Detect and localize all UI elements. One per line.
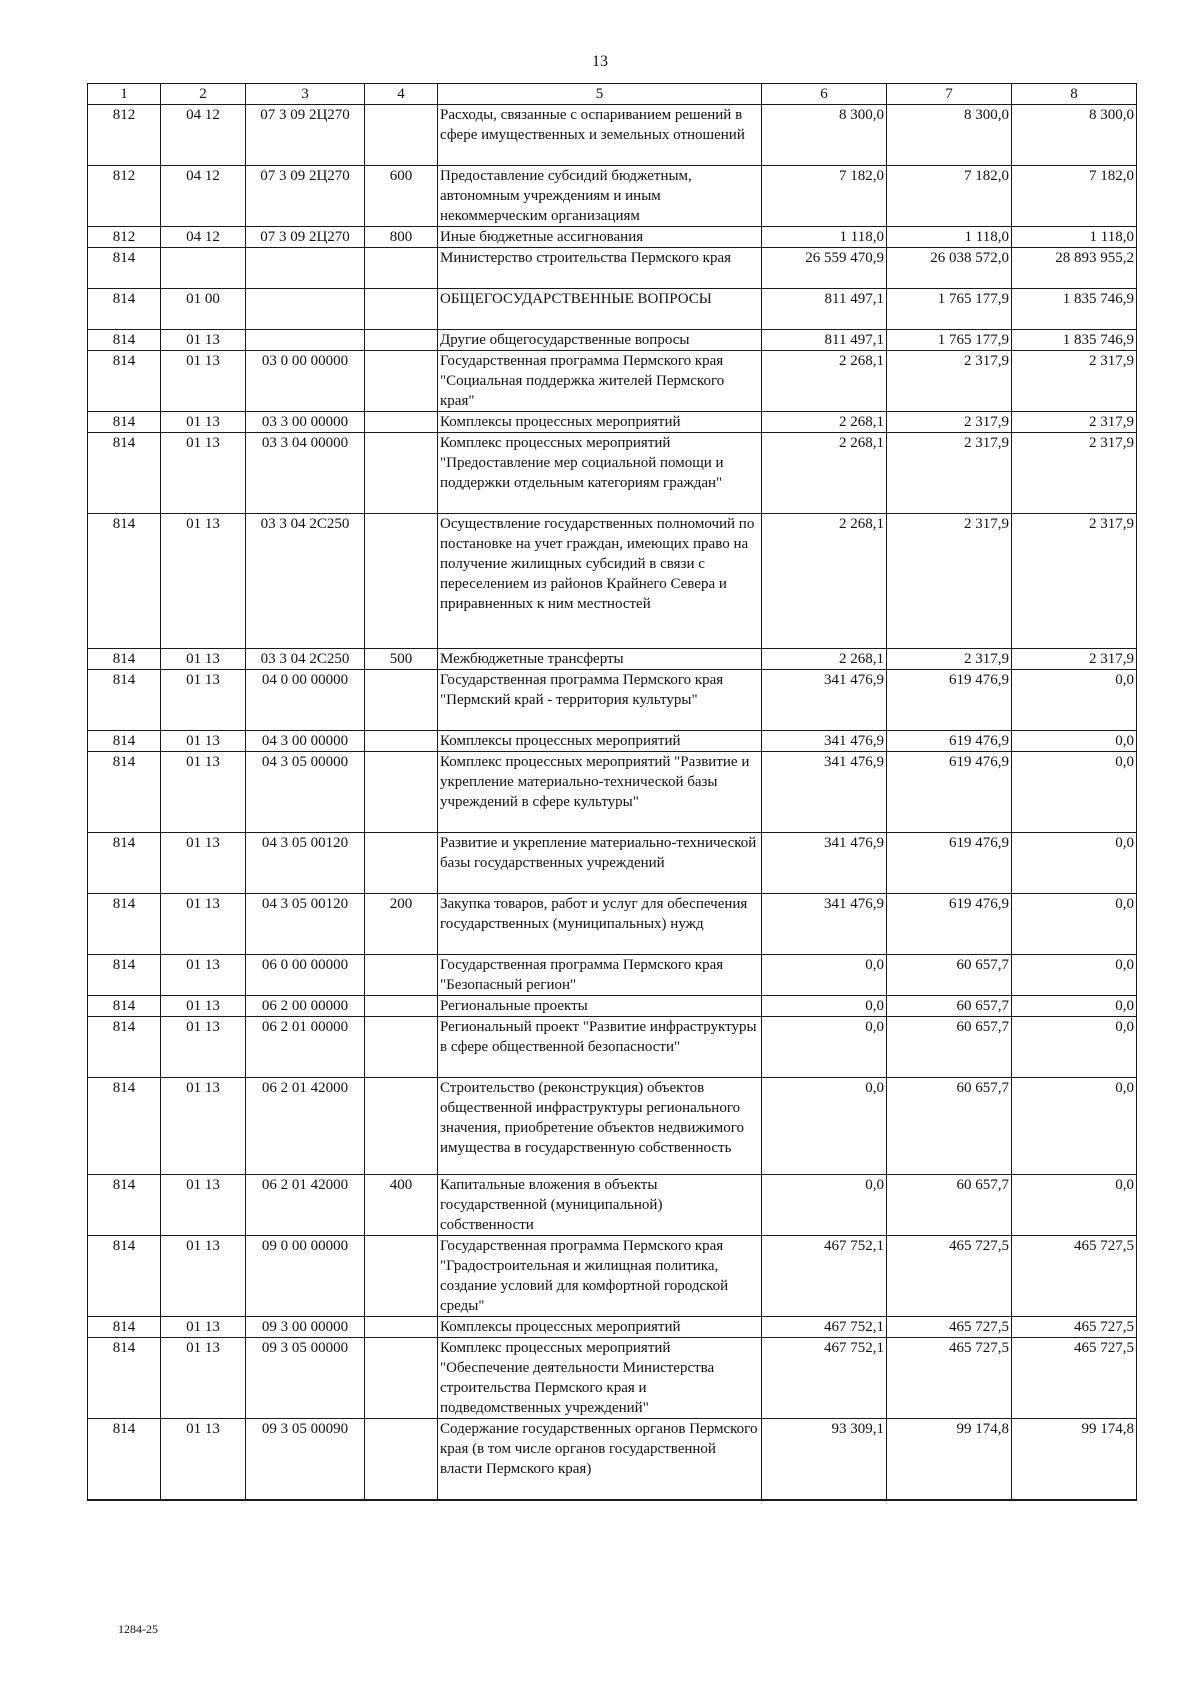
cell-amount-year-2: 465 727,5 [887,1338,1012,1419]
cell-amount-year-3: 0,0 [1012,996,1137,1017]
document-code: 1284-25 [118,1622,158,1636]
cell-amount-year-1: 811 497,1 [762,330,887,351]
cell-admin-code: 814 [88,894,161,955]
page-number: 13 [592,53,608,70]
cell-section-code: 01 00 [161,289,246,330]
table-row [88,955,1137,996]
cell-amount-year-1: 467 752,1 [762,1236,887,1317]
cell-amount-year-1: 341 476,9 [762,894,887,955]
cell-amount-year-3: 1 835 746,9 [1012,289,1137,330]
cell-amount-year-2: 7 182,0 [887,166,1012,227]
cell-amount-year-3: 2 317,9 [1012,514,1137,649]
cell-amount-year-2: 2 317,9 [887,351,1012,412]
cell-section-code: 01 13 [161,514,246,649]
cell-amount-year-1: 0,0 [762,1078,887,1175]
cell-target-code [246,248,365,289]
cell-section-code: 04 12 [161,227,246,248]
table-row [88,1236,1137,1317]
header-col-1: 1 [88,84,161,105]
cell-description: Осуществление государственных полномочий по постановке на учет граждан, имеющих право на получение жилищных субсидий в связи с переселением из районов Крайнего Севера и приравненных к ним местностей [438,514,762,649]
cell-target-code: 03 3 00 00000 [246,412,365,433]
cell-amount-year-1: 8 300,0 [762,105,887,166]
cell-amount-year-3: 465 727,5 [1012,1236,1137,1317]
cell-target-code [246,330,365,351]
table-row [88,166,1137,227]
budget-table [87,83,1137,1501]
table-row [88,351,1137,412]
cell-section-code: 01 13 [161,1078,246,1175]
table-row [88,894,1137,955]
cell-amount-year-1: 93 309,1 [762,1419,887,1501]
cell-section-code: 01 13 [161,1017,246,1078]
cell-admin-code: 814 [88,514,161,649]
cell-target-code: 03 3 04 00000 [246,433,365,514]
cell-description: Содержание государственных органов Пермского края (в том числе органов государственной власти Пермского края) [438,1419,762,1501]
cell-expense-type [365,731,438,752]
cell-section-code: 01 13 [161,330,246,351]
cell-expense-type [365,330,438,351]
table-row [88,227,1137,248]
table-body [88,105,1137,1501]
cell-description: Комплексы процессных мероприятий [438,731,762,752]
cell-expense-type: 500 [365,649,438,670]
cell-amount-year-1: 341 476,9 [762,731,887,752]
cell-admin-code: 814 [88,248,161,289]
cell-admin-code: 812 [88,166,161,227]
cell-section-code: 04 12 [161,105,246,166]
cell-admin-code: 814 [88,1419,161,1501]
table-row [88,105,1137,166]
cell-admin-code: 814 [88,1017,161,1078]
table-row [88,1078,1137,1175]
cell-description: Комплекс процессных мероприятий "Обеспечение деятельности Министерства строительства Пермского края и подведомственных учреждений" [438,1338,762,1419]
cell-admin-code: 814 [88,1236,161,1317]
cell-amount-year-1: 811 497,1 [762,289,887,330]
cell-section-code: 04 12 [161,166,246,227]
cell-target-code: 09 3 05 00000 [246,1338,365,1419]
cell-admin-code: 814 [88,1175,161,1236]
cell-target-code: 06 2 01 42000 [246,1078,365,1175]
cell-description: Государственная программа Пермского края "Социальная поддержка жителей Пермского края" [438,351,762,412]
cell-expense-type [365,514,438,649]
header-col-5: 5 [438,84,762,105]
cell-description: Другие общегосударственные вопросы [438,330,762,351]
cell-expense-type [365,248,438,289]
cell-expense-type [365,1338,438,1419]
cell-amount-year-1: 341 476,9 [762,833,887,894]
cell-target-code: 04 3 05 00000 [246,752,365,833]
cell-amount-year-3: 465 727,5 [1012,1317,1137,1338]
cell-description: ОБЩЕГОСУДАРСТВЕННЫЕ ВОПРОСЫ [438,289,762,330]
cell-amount-year-1: 2 268,1 [762,412,887,433]
cell-expense-type: 800 [365,227,438,248]
cell-amount-year-3: 0,0 [1012,894,1137,955]
cell-section-code: 01 13 [161,670,246,731]
table-row [88,1419,1137,1501]
cell-description: Комплексы процессных мероприятий [438,1317,762,1338]
cell-expense-type: 600 [365,166,438,227]
cell-description: Развитие и укрепление материально-технической базы государственных учреждений [438,833,762,894]
cell-description: Межбюджетные трансферты [438,649,762,670]
cell-amount-year-3: 2 317,9 [1012,433,1137,514]
cell-expense-type [365,996,438,1017]
cell-admin-code: 814 [88,1317,161,1338]
cell-target-code: 03 3 04 2С250 [246,649,365,670]
table-row [88,1017,1137,1078]
cell-section-code: 01 13 [161,752,246,833]
cell-target-code: 06 0 00 00000 [246,955,365,996]
cell-amount-year-1: 0,0 [762,1017,887,1078]
cell-amount-year-2: 8 300,0 [887,105,1012,166]
cell-expense-type [365,752,438,833]
table-header [88,84,1137,105]
cell-admin-code: 814 [88,996,161,1017]
header-col-3: 3 [246,84,365,105]
cell-amount-year-1: 2 268,1 [762,433,887,514]
cell-description: Региональные проекты [438,996,762,1017]
cell-description: Комплекс процессных мероприятий "Развитие и укрепление материально-технической базы учреждений в сфере культуры" [438,752,762,833]
cell-target-code: 03 0 00 00000 [246,351,365,412]
cell-target-code: 04 3 00 00000 [246,731,365,752]
cell-target-code: 06 2 01 00000 [246,1017,365,1078]
cell-description: Государственная программа Пермского края "Безопасный регион" [438,955,762,996]
cell-target-code: 04 3 05 00120 [246,894,365,955]
header-col-4: 4 [365,84,438,105]
cell-admin-code: 814 [88,351,161,412]
cell-amount-year-3: 0,0 [1012,955,1137,996]
cell-amount-year-3: 0,0 [1012,731,1137,752]
cell-description: Комплексы процессных мероприятий [438,412,762,433]
cell-description: Государственная программа Пермского края "Пермский край - территория культуры" [438,670,762,731]
table-row [88,1175,1137,1236]
table-row [88,1317,1137,1338]
cell-section-code: 01 13 [161,1175,246,1236]
cell-section-code: 01 13 [161,433,246,514]
cell-section-code: 01 13 [161,1317,246,1338]
table-row [88,731,1137,752]
cell-section-code: 01 13 [161,351,246,412]
cell-section-code: 01 13 [161,996,246,1017]
cell-amount-year-1: 7 182,0 [762,166,887,227]
cell-expense-type [365,351,438,412]
cell-amount-year-3: 0,0 [1012,1175,1137,1236]
cell-expense-type [365,1419,438,1501]
cell-amount-year-3: 28 893 955,2 [1012,248,1137,289]
header-col-6: 6 [762,84,887,105]
table-row [88,833,1137,894]
cell-amount-year-3: 0,0 [1012,670,1137,731]
cell-amount-year-2: 1 765 177,9 [887,330,1012,351]
cell-description: Расходы, связанные с оспариванием решений в сфере имущественных и земельных отношений [438,105,762,166]
cell-amount-year-3: 2 317,9 [1012,412,1137,433]
cell-amount-year-3: 2 317,9 [1012,649,1137,670]
cell-admin-code: 814 [88,649,161,670]
cell-amount-year-1: 341 476,9 [762,670,887,731]
cell-description: Закупка товаров, работ и услуг для обеспечения государственных (муниципальных) нужд [438,894,762,955]
cell-amount-year-3: 8 300,0 [1012,105,1137,166]
cell-target-code: 07 3 09 2Ц270 [246,227,365,248]
cell-expense-type [365,105,438,166]
cell-description: Строительство (реконструкция) объектов общественной инфраструктуры регионального значения, приобретение объектов недвижимого имущества в государственную собственность [438,1078,762,1175]
cell-target-code: 03 3 04 2С250 [246,514,365,649]
table-row [88,1338,1137,1419]
cell-amount-year-2: 2 317,9 [887,412,1012,433]
cell-amount-year-2: 619 476,9 [887,752,1012,833]
cell-amount-year-3: 2 317,9 [1012,351,1137,412]
cell-amount-year-3: 0,0 [1012,1078,1137,1175]
table-row [88,649,1137,670]
cell-description: Иные бюджетные ассигнования [438,227,762,248]
header-col-8: 8 [1012,84,1137,105]
cell-amount-year-2: 465 727,5 [887,1236,1012,1317]
cell-admin-code: 814 [88,1338,161,1419]
cell-amount-year-2: 2 317,9 [887,649,1012,670]
cell-amount-year-3: 0,0 [1012,833,1137,894]
cell-amount-year-3: 99 174,8 [1012,1419,1137,1501]
cell-admin-code: 812 [88,227,161,248]
cell-target-code: 06 2 00 00000 [246,996,365,1017]
cell-amount-year-2: 99 174,8 [887,1419,1012,1501]
cell-expense-type [365,1317,438,1338]
table-row [88,670,1137,731]
cell-amount-year-3: 1 835 746,9 [1012,330,1137,351]
cell-amount-year-1: 1 118,0 [762,227,887,248]
cell-section-code: 01 13 [161,955,246,996]
cell-amount-year-2: 465 727,5 [887,1317,1012,1338]
cell-amount-year-1: 467 752,1 [762,1317,887,1338]
cell-section-code: 01 13 [161,731,246,752]
table-row [88,412,1137,433]
cell-target-code: 09 3 00 00000 [246,1317,365,1338]
header-col-7: 7 [887,84,1012,105]
cell-section-code: 01 13 [161,649,246,670]
cell-admin-code: 814 [88,833,161,894]
cell-target-code: 07 3 09 2Ц270 [246,105,365,166]
cell-expense-type [365,955,438,996]
cell-admin-code: 814 [88,412,161,433]
cell-amount-year-2: 60 657,7 [887,996,1012,1017]
cell-admin-code: 814 [88,955,161,996]
cell-expense-type: 200 [365,894,438,955]
cell-amount-year-1: 2 268,1 [762,649,887,670]
cell-amount-year-2: 619 476,9 [887,833,1012,894]
cell-amount-year-1: 0,0 [762,955,887,996]
cell-amount-year-1: 0,0 [762,1175,887,1236]
cell-description: Министерство строительства Пермского края [438,248,762,289]
cell-expense-type [365,412,438,433]
cell-admin-code: 812 [88,105,161,166]
cell-amount-year-2: 619 476,9 [887,670,1012,731]
cell-target-code: 04 0 00 00000 [246,670,365,731]
cell-section-code [161,248,246,289]
cell-expense-type [365,1236,438,1317]
cell-admin-code: 814 [88,433,161,514]
cell-target-code: 09 0 00 00000 [246,1236,365,1317]
table-row [88,433,1137,514]
cell-amount-year-2: 60 657,7 [887,955,1012,996]
cell-description: Государственная программа Пермского края "Градостроительная и жилищная политика, создание условий для комфортной городской среды" [438,1236,762,1317]
table-row [88,289,1137,330]
cell-amount-year-3: 7 182,0 [1012,166,1137,227]
cell-amount-year-2: 1 765 177,9 [887,289,1012,330]
cell-amount-year-1: 341 476,9 [762,752,887,833]
cell-amount-year-2: 60 657,7 [887,1175,1012,1236]
cell-amount-year-2: 2 317,9 [887,433,1012,514]
cell-expense-type [365,833,438,894]
cell-description: Региональный проект "Развитие инфраструктуры в сфере общественной безопасности" [438,1017,762,1078]
cell-description: Капитальные вложения в объекты государственной (муниципальной) собственности [438,1175,762,1236]
cell-amount-year-1: 0,0 [762,996,887,1017]
cell-expense-type [365,433,438,514]
cell-amount-year-1: 467 752,1 [762,1338,887,1419]
cell-amount-year-1: 26 559 470,9 [762,248,887,289]
cell-amount-year-2: 1 118,0 [887,227,1012,248]
cell-amount-year-1: 2 268,1 [762,514,887,649]
cell-expense-type [365,1078,438,1175]
cell-amount-year-2: 619 476,9 [887,731,1012,752]
cell-admin-code: 814 [88,731,161,752]
cell-section-code: 01 13 [161,1338,246,1419]
cell-expense-type: 400 [365,1175,438,1236]
cell-admin-code: 814 [88,1078,161,1175]
table-row [88,752,1137,833]
cell-section-code: 01 13 [161,833,246,894]
cell-expense-type [365,1017,438,1078]
cell-expense-type [365,289,438,330]
cell-section-code: 01 13 [161,1236,246,1317]
cell-section-code: 01 13 [161,894,246,955]
cell-amount-year-2: 26 038 572,0 [887,248,1012,289]
cell-admin-code: 814 [88,670,161,731]
cell-section-code: 01 13 [161,412,246,433]
cell-target-code: 07 3 09 2Ц270 [246,166,365,227]
cell-amount-year-2: 2 317,9 [887,514,1012,649]
cell-description: Предоставление субсидий бюджетным, автономным учреждениям и иным некоммерческим организациям [438,166,762,227]
cell-target-code: 04 3 05 00120 [246,833,365,894]
table-row [88,330,1137,351]
cell-amount-year-2: 60 657,7 [887,1017,1012,1078]
cell-amount-year-2: 619 476,9 [887,894,1012,955]
table-row [88,248,1137,289]
cell-amount-year-3: 465 727,5 [1012,1338,1137,1419]
cell-amount-year-1: 2 268,1 [762,351,887,412]
header-row [88,84,1137,105]
cell-admin-code: 814 [88,752,161,833]
header-col-2: 2 [161,84,246,105]
cell-admin-code: 814 [88,289,161,330]
cell-amount-year-3: 1 118,0 [1012,227,1137,248]
table-row [88,514,1137,649]
cell-target-code: 06 2 01 42000 [246,1175,365,1236]
cell-expense-type [365,670,438,731]
cell-amount-year-2: 60 657,7 [887,1078,1012,1175]
table-row [88,996,1137,1017]
cell-section-code: 01 13 [161,1419,246,1501]
cell-admin-code: 814 [88,330,161,351]
cell-amount-year-3: 0,0 [1012,752,1137,833]
cell-target-code: 09 3 05 00090 [246,1419,365,1501]
cell-amount-year-3: 0,0 [1012,1017,1137,1078]
cell-target-code [246,289,365,330]
cell-description: Комплекс процессных мероприятий "Предоставление мер социальной помощи и поддержки отдельным категориям граждан" [438,433,762,514]
